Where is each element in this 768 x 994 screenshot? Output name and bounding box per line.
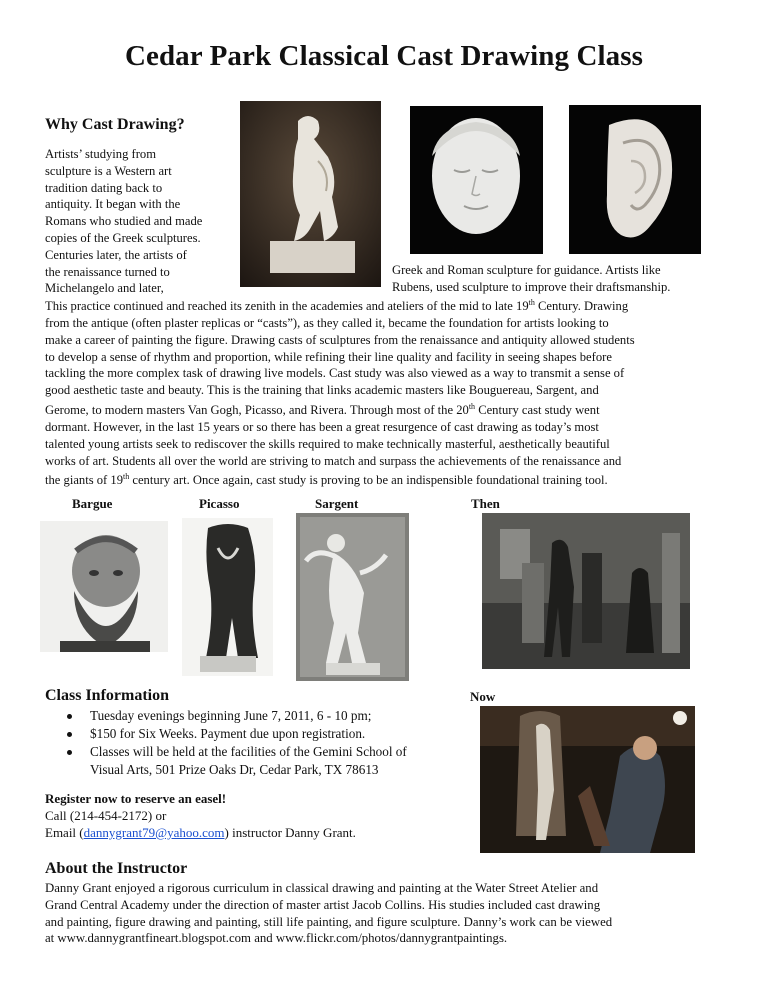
list-item-continuation: Visual Arts, 501 Prize Oaks Dr, Cedar Park, TX 78613 <box>90 762 379 777</box>
why-line: Greek and Roman sculpture for guidance. Artists like <box>392 263 661 277</box>
why-narrow-column <box>45 146 240 297</box>
why-line: the renaissance turned to <box>45 264 170 279</box>
caption-now: Now <box>470 689 496 704</box>
call-line: Call (214-454-2172) or <box>45 808 167 823</box>
why-line: Centuries later, the artists of <box>45 247 187 262</box>
bullet-icon <box>67 732 72 737</box>
why-line: This practice continued and reached its zenith in the academies and ateliers of the mid to late 19th Century. Drawing <box>45 298 629 314</box>
about-line: at www.dannygrantfineart.blogspot.com and www.flickr.com/photos/dannygrantpaintings. <box>45 931 508 946</box>
page-title: Cedar Park Classical Cast Drawing Class <box>124 40 644 72</box>
list-item: Classes will be held at the facilities of the Gemini School of <box>45 743 465 761</box>
class-info-list <box>45 707 465 779</box>
why-line: tackling the more complex task of drawing live models. Cast study was also viewed as a way to transmit a sense of <box>45 366 625 381</box>
caption-picasso: Picasso <box>199 496 240 511</box>
why-line: Rubens, used sculpture to improve their draftsmanship. <box>392 279 671 294</box>
why-line: to develop a sense of rhythm and proportion, while refining their line quality and facility in seeing shapes before <box>45 349 612 364</box>
why-heading: Why Cast Drawing? <box>45 116 185 133</box>
why-line: copies of the Greek sculptures. <box>45 230 201 245</box>
why-line: antiquity. It began with the <box>45 197 181 212</box>
caption-bargue: Bargue <box>72 496 113 511</box>
why-line: make a career of painting the figure. Drawing casts of sculptures from the renaissance and antiquity allowed students <box>45 332 635 347</box>
why-line: tradition dating back to <box>45 180 163 195</box>
picasso-drawing <box>182 518 273 676</box>
face-cast-photo <box>410 106 543 254</box>
about-line: and painting, figure drawing and painting, still life painting, and figure sculpture. Danny’s work can be viewed <box>45 914 613 929</box>
list-item: $150 for Six Weeks. Payment due upon registration. <box>45 725 465 743</box>
why-line: good aesthetic taste and beauty. This is the training that links academic masters like Bouguereau, Sargent, and <box>45 383 599 398</box>
class-info-heading: Class Information <box>45 687 170 704</box>
about-heading: About the Instructor <box>45 860 188 877</box>
ear-cast-photo <box>569 105 701 254</box>
register-note: Register now to reserve an easel! <box>45 791 227 806</box>
now-photo <box>480 706 695 853</box>
why-line: Michelangelo and later, <box>45 281 164 296</box>
about-line: Danny Grant enjoyed a rigorous curriculum in classical drawing and painting at the Water Street Atelier and <box>45 881 599 895</box>
list-item: Tuesday evenings beginning June 7, 2011, 6 - 10 pm; <box>45 707 465 725</box>
why-line: sculpture is a Western art <box>45 163 172 178</box>
then-photo <box>482 513 690 669</box>
why-right-lines <box>392 262 732 296</box>
why-line: Artists’ studying from <box>45 147 157 161</box>
email-line: Email (dannygrant79@yahoo.com) instructor Danny Grant. <box>45 825 356 840</box>
why-line: from the antique (often plaster replicas or “casts”), as they called it, became the foundation for artists looking to <box>45 315 609 330</box>
bullet-icon <box>67 714 72 719</box>
caption-sargent: Sargent <box>315 496 359 511</box>
bargue-drawing <box>40 521 168 652</box>
why-line: talented young artists seek to rediscover the skills required to make technically masterful, aesthetically beautiful <box>45 436 610 451</box>
why-line: works of art. Students all over the world are striving to match and surpass the achievements of the renaissance and <box>45 453 622 468</box>
why-line: Gerome, to modern masters Van Gogh, Picasso, and Rivera. Through most of the 20th Century cast study went <box>45 401 600 418</box>
why-line: the giants of 19th century art. Once again, cast study is proving to be an indispensible foundational training tool. <box>45 472 608 488</box>
why-line: Romans who studied and made <box>45 214 203 229</box>
email-link[interactable]: dannygrant79@yahoo.com <box>83 825 225 840</box>
sargent-drawing <box>296 513 409 681</box>
why-full-paragraph <box>45 295 735 489</box>
about-paragraph <box>45 880 735 947</box>
statue-photo <box>240 101 381 287</box>
about-line: Grand Central Academy under the direction of master artist Jacob Collins. His studies included cast drawing <box>45 897 601 912</box>
bullet-icon <box>67 750 72 755</box>
caption-then: Then <box>471 496 500 511</box>
why-line: dormant. However, in the last 15 years or so there has been a great resurgence of cast drawing as today’s most <box>45 419 599 434</box>
